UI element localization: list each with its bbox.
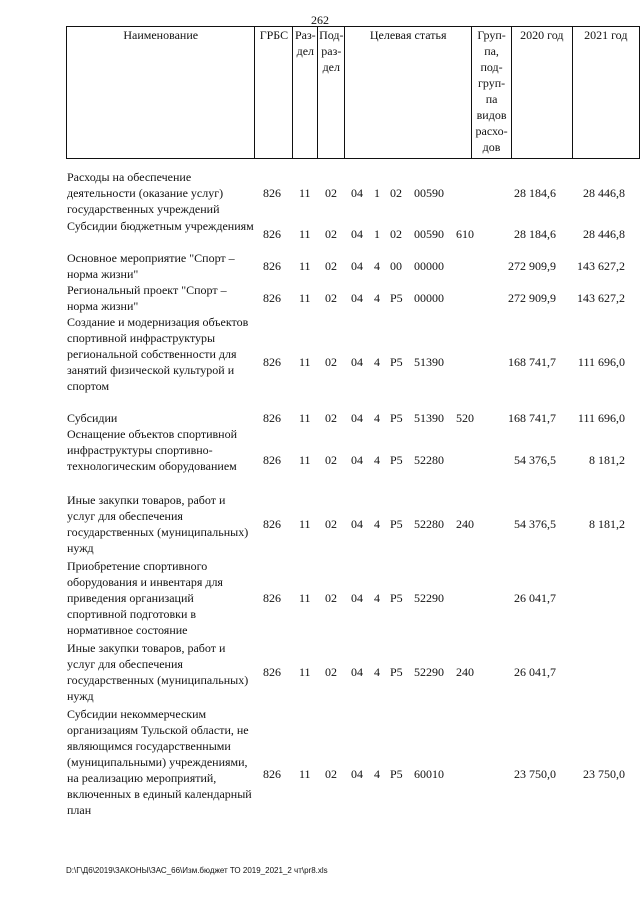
row-2020: 28 184,6 bbox=[514, 227, 556, 241]
row-cs1: 04 bbox=[351, 453, 363, 467]
row-cs1: 04 bbox=[351, 227, 363, 241]
row-2021: 111 696,0 bbox=[577, 355, 625, 369]
row-rz: 11 bbox=[299, 665, 311, 679]
row-rz: 11 bbox=[299, 259, 311, 273]
row-cs4: 51390 bbox=[414, 411, 444, 425]
row-2021: 8 181,2 bbox=[589, 517, 625, 531]
row-cs1: 04 bbox=[351, 665, 363, 679]
row-cs4: 00590 bbox=[414, 227, 444, 241]
row-rz: 11 bbox=[299, 186, 311, 200]
row-pr: 02 bbox=[325, 186, 337, 200]
header-grbs: ГРБС bbox=[255, 27, 293, 159]
row-cs2: 4 bbox=[374, 355, 380, 369]
row-pr: 02 bbox=[325, 355, 337, 369]
row-cs2: 1 bbox=[374, 186, 380, 200]
row-cs3: P5 bbox=[390, 411, 403, 425]
row-cs2: 4 bbox=[374, 453, 380, 467]
row-cs2: 4 bbox=[374, 665, 380, 679]
row-2020: 168 741,7 bbox=[508, 411, 556, 425]
row-cs1: 04 bbox=[351, 517, 363, 531]
row-cs4: 00590 bbox=[414, 186, 444, 200]
row-2020: 54 376,5 bbox=[514, 517, 556, 531]
row-grbs: 826 bbox=[263, 291, 281, 305]
row-cs3: P5 bbox=[390, 355, 403, 369]
row-cs2: 4 bbox=[374, 591, 380, 605]
row-cs4: 52280 bbox=[414, 517, 444, 531]
row-rz: 11 bbox=[299, 767, 311, 781]
row-cs1: 04 bbox=[351, 186, 363, 200]
header-podrazdel: Под- раз- дел bbox=[318, 27, 345, 159]
row-cs3: P5 bbox=[390, 665, 403, 679]
header-razdel: Раз- дел bbox=[293, 27, 318, 159]
row-2020: 168 741,7 bbox=[508, 355, 556, 369]
row-rz: 11 bbox=[299, 453, 311, 467]
row-cs1: 04 bbox=[351, 355, 363, 369]
row-cs3: P5 bbox=[390, 453, 403, 467]
row-cs4: 52290 bbox=[414, 591, 444, 605]
row-pr: 02 bbox=[325, 453, 337, 467]
row-cs1: 04 bbox=[351, 767, 363, 781]
row-cs2: 4 bbox=[374, 411, 380, 425]
row-cs1: 04 bbox=[351, 259, 363, 273]
row-grbs: 826 bbox=[263, 227, 281, 241]
row-pr: 02 bbox=[325, 291, 337, 305]
row-2020: 54 376,5 bbox=[514, 453, 556, 467]
row-cs3: P5 bbox=[390, 591, 403, 605]
row-pr: 02 bbox=[325, 227, 337, 241]
row-2021: 143 627,2 bbox=[577, 259, 625, 273]
row-grbs: 826 bbox=[263, 591, 281, 605]
row-name: Иные закупки товаров, работ и услуг для обеспечения государственных (муниципальных) нужд bbox=[67, 641, 249, 703]
row-grbs: 826 bbox=[263, 186, 281, 200]
row-2020: 272 909,9 bbox=[508, 291, 556, 305]
row-name: Приобретение спортивного оборудования и инвентаря для приведения организаций спортивной подготовки в нормативное состояние bbox=[67, 559, 223, 637]
row-cs3: 02 bbox=[390, 186, 402, 200]
row-pr: 02 bbox=[325, 665, 337, 679]
row-grbs: 826 bbox=[263, 517, 281, 531]
row-2021: 111 696,0 bbox=[577, 411, 625, 425]
row-grbs: 826 bbox=[263, 767, 281, 781]
page-number: 262 bbox=[311, 13, 329, 27]
row-cs2: 4 bbox=[374, 517, 380, 531]
row-vr: 610 bbox=[456, 227, 474, 241]
row-2021: 8 181,2 bbox=[589, 453, 625, 467]
row-pr: 02 bbox=[325, 259, 337, 273]
row-rz: 11 bbox=[299, 355, 311, 369]
header-target: Целевая статья bbox=[345, 27, 472, 159]
row-name: Субсидии некоммерческим организациям Тульской области, не являющимся государственными (муниципальными) учреждениями, на реализацию мероприятий, включенных в единый календарный план bbox=[67, 707, 252, 817]
row-grbs: 826 bbox=[263, 259, 281, 273]
row-cs1: 04 bbox=[351, 291, 363, 305]
row-name: Основное мероприятие "Спорт – норма жизни" bbox=[67, 251, 235, 281]
row-2020: 26 041,7 bbox=[514, 591, 556, 605]
row-cs2: 4 bbox=[374, 259, 380, 273]
row-pr: 02 bbox=[325, 767, 337, 781]
row-grbs: 826 bbox=[263, 665, 281, 679]
row-name: Субсидии бюджетным учреждениям bbox=[67, 219, 254, 233]
row-pr: 02 bbox=[325, 517, 337, 531]
row-name: Расходы на обеспечение деятельности (оказание услуг) государственных учреждений bbox=[67, 170, 224, 216]
row-rz: 11 bbox=[299, 517, 311, 531]
row-name: Создание и модернизация объектов спортивной инфраструктуры региональной собственности для занятий физической культурой и спортом bbox=[67, 315, 249, 393]
row-cs2: 4 bbox=[374, 767, 380, 781]
row-grbs: 826 bbox=[263, 411, 281, 425]
row-cs4: 00000 bbox=[414, 291, 444, 305]
row-vr: 240 bbox=[456, 665, 474, 679]
row-cs2: 4 bbox=[374, 291, 380, 305]
row-2021: 23 750,0 bbox=[583, 767, 625, 781]
row-cs3: P5 bbox=[390, 291, 403, 305]
row-rz: 11 bbox=[299, 291, 311, 305]
row-cs4: 60010 bbox=[414, 767, 444, 781]
row-pr: 02 bbox=[325, 591, 337, 605]
row-vr: 520 bbox=[456, 411, 474, 425]
row-cs2: 1 bbox=[374, 227, 380, 241]
row-cs4: 52280 bbox=[414, 453, 444, 467]
header-group: Груп- па, под- груп- па видов расхо- дов bbox=[472, 27, 512, 159]
row-vr: 240 bbox=[456, 517, 474, 531]
header-2021: 2021 год bbox=[572, 27, 639, 159]
row-cs4: 51390 bbox=[414, 355, 444, 369]
row-cs3: P5 bbox=[390, 517, 403, 531]
row-rz: 11 bbox=[299, 411, 311, 425]
row-2020: 26 041,7 bbox=[514, 665, 556, 679]
row-2021: 28 446,8 bbox=[583, 227, 625, 241]
row-grbs: 826 bbox=[263, 355, 281, 369]
header-name: Наименование bbox=[67, 27, 255, 159]
row-2020: 272 909,9 bbox=[508, 259, 556, 273]
row-name: Субсидии bbox=[67, 411, 118, 425]
row-rz: 11 bbox=[299, 591, 311, 605]
row-cs4: 00000 bbox=[414, 259, 444, 273]
row-name: Региональный проект "Спорт – норма жизни" bbox=[67, 283, 227, 313]
row-name: Оснащение объектов спортивной инфраструктуры спортивно-технологическим оборудованием bbox=[67, 427, 238, 473]
row-2021: 28 446,8 bbox=[583, 186, 625, 200]
row-pr: 02 bbox=[325, 411, 337, 425]
row-cs4: 52290 bbox=[414, 665, 444, 679]
row-cs3: 00 bbox=[390, 259, 402, 273]
row-2020: 23 750,0 bbox=[514, 767, 556, 781]
row-2020: 28 184,6 bbox=[514, 186, 556, 200]
row-name: Иные закупки товаров, работ и услуг для обеспечения государственных (муниципальных) нужд bbox=[67, 493, 249, 555]
row-rz: 11 bbox=[299, 227, 311, 241]
row-2021: 143 627,2 bbox=[577, 291, 625, 305]
row-grbs: 826 bbox=[263, 453, 281, 467]
file-path-footer: D:\Г\Д6\2019\ЗАКОНЫ\ЗАС_66\Изм.бюджет ТО 2019_2021_2 чт\pr8.xls bbox=[66, 866, 328, 875]
row-cs3: P5 bbox=[390, 767, 403, 781]
row-cs1: 04 bbox=[351, 591, 363, 605]
row-cs1: 04 bbox=[351, 411, 363, 425]
header-2020: 2020 год bbox=[512, 27, 573, 159]
row-cs3: 02 bbox=[390, 227, 402, 241]
